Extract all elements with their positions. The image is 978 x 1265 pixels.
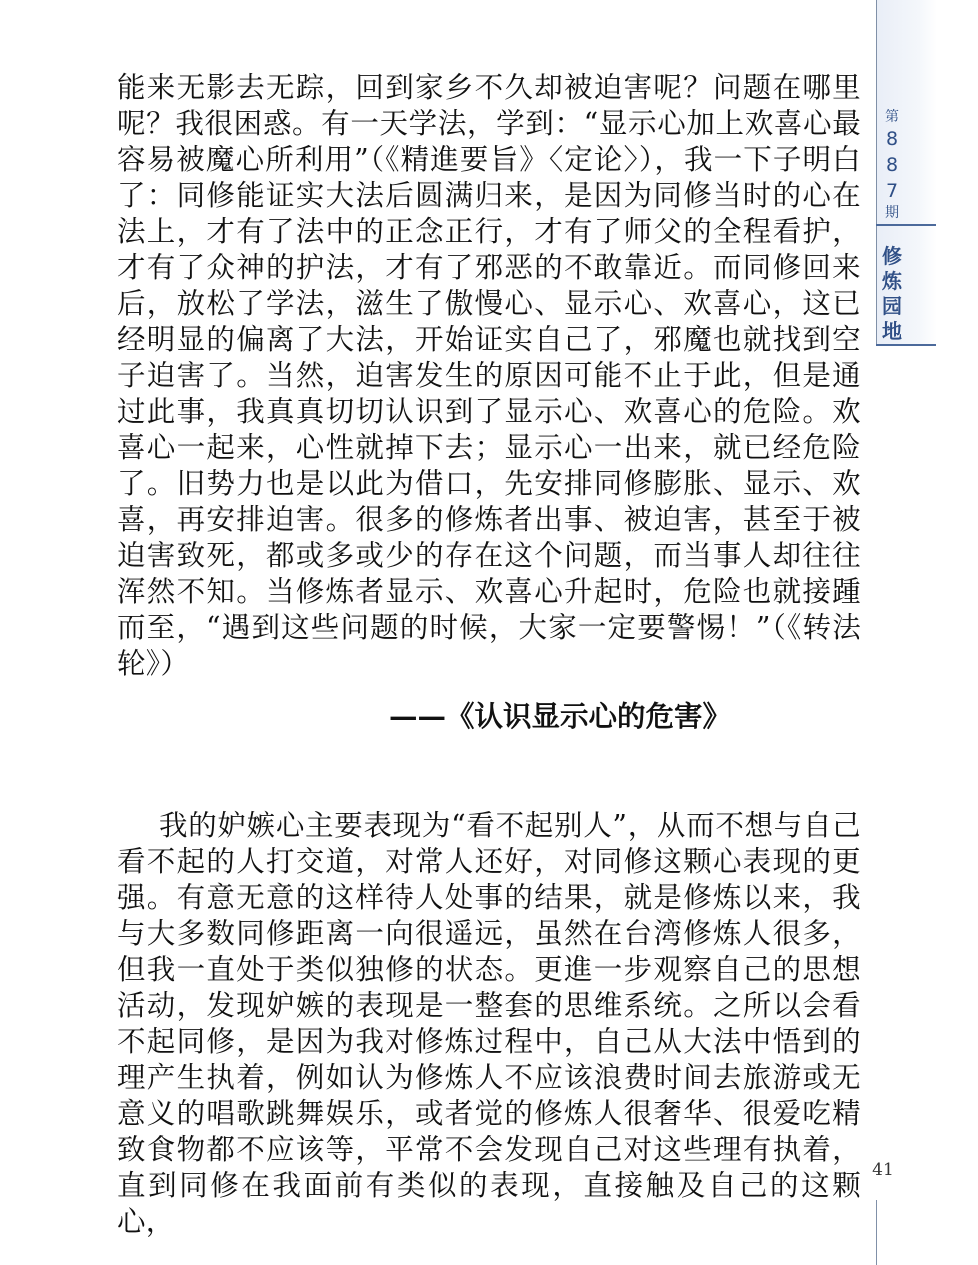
column-title: [877, 244, 907, 344]
page-number: 41: [872, 1160, 894, 1180]
section-gap: [117, 734, 861, 808]
issue-digit: 8: [885, 128, 899, 150]
column-title-char: 园: [882, 294, 902, 318]
column-title-char: 炼: [882, 269, 902, 293]
article-body: [117, 70, 861, 1240]
paragraph-new: 我的妒嫉心主要表现为“看不起别人”，从而不想与自己看不起的人打交道，对常人还好，对同修这颗心表现的更强。有意无意的这样待人处事的结果，就是修炼以来，我与大多数同修距离一向很遥远，虽然在台湾修炼人很多，但我一直处于类似独修的状态。更進一步观察自己的思想活动，发现妒嫉的表现是一整套的思维系统。之所以会看不起同修，是因为我对修炼过程中，自己从大法中悟到的理产生执着，例如认为修炼人不应该浪费时间去旅游或无意义的唱歌跳舞娱乐，或者觉的修炼人很奢华、很爱吃精致食物都不应该等，平常不会发现自己对这些理有执着，直到同修在我面前有类似的表现，直接触及自己的这颗心，: [117, 809, 861, 1238]
issue-digit: 8: [885, 154, 899, 176]
column-title-char: 地: [882, 319, 902, 343]
issue-label: [877, 108, 907, 222]
source-citation: ——《认识显示心的危害》: [389, 699, 732, 733]
column-title-char: 修: [882, 244, 902, 268]
sidebar-divider-2: [876, 344, 936, 346]
issue-digit: 7: [885, 180, 899, 202]
margin-rule-bottom: [876, 1200, 877, 1265]
issue-prefix: 第: [885, 109, 899, 125]
paragraph-continued: 能来无影去无踪，回到家乡不久却被迫害呢？问题在哪里呢？我很困惑。有一天学法，学到：“显示心加上欢喜心最容易被魔心所利用”（《精進要旨》〈定论〉），我一下子明白了：同修能证实大法后圆满归来，是因为同修当时的心在法上，才有了法中的正念正行，才有了师父的全程看护，才有了众神的护法，才有了邪恶的不敢靠近。而同修回来后，放松了学法，滋生了傲慢心、显示心、欢喜心，这已经明显的偏离了大法，开始证实自己了，邪魔也就找到空子迫害了。当然，迫害发生的原因可能不止于此，但是通过此事，我真真切切认识到了显示心、欢喜心的危险。欢喜心一起来，心性就掉下去；显示心一出来，就已经危险了。旧势力也是以此为借口，先安排同修膨胀、显示、欢喜，再安排迫害。很多的修炼者出事、被迫害，甚至于被迫害致死，都或多或少的存在这个问题，而当事人却往往浑然不知。当修炼者显示、欢喜心升起时，危险也就接踵而至，“遇到这些问题的时候，大家一定要警惕！”（《转法轮》）: [117, 71, 861, 680]
issue-suffix: 期: [885, 205, 899, 221]
sidebar-divider-1: [876, 224, 936, 226]
